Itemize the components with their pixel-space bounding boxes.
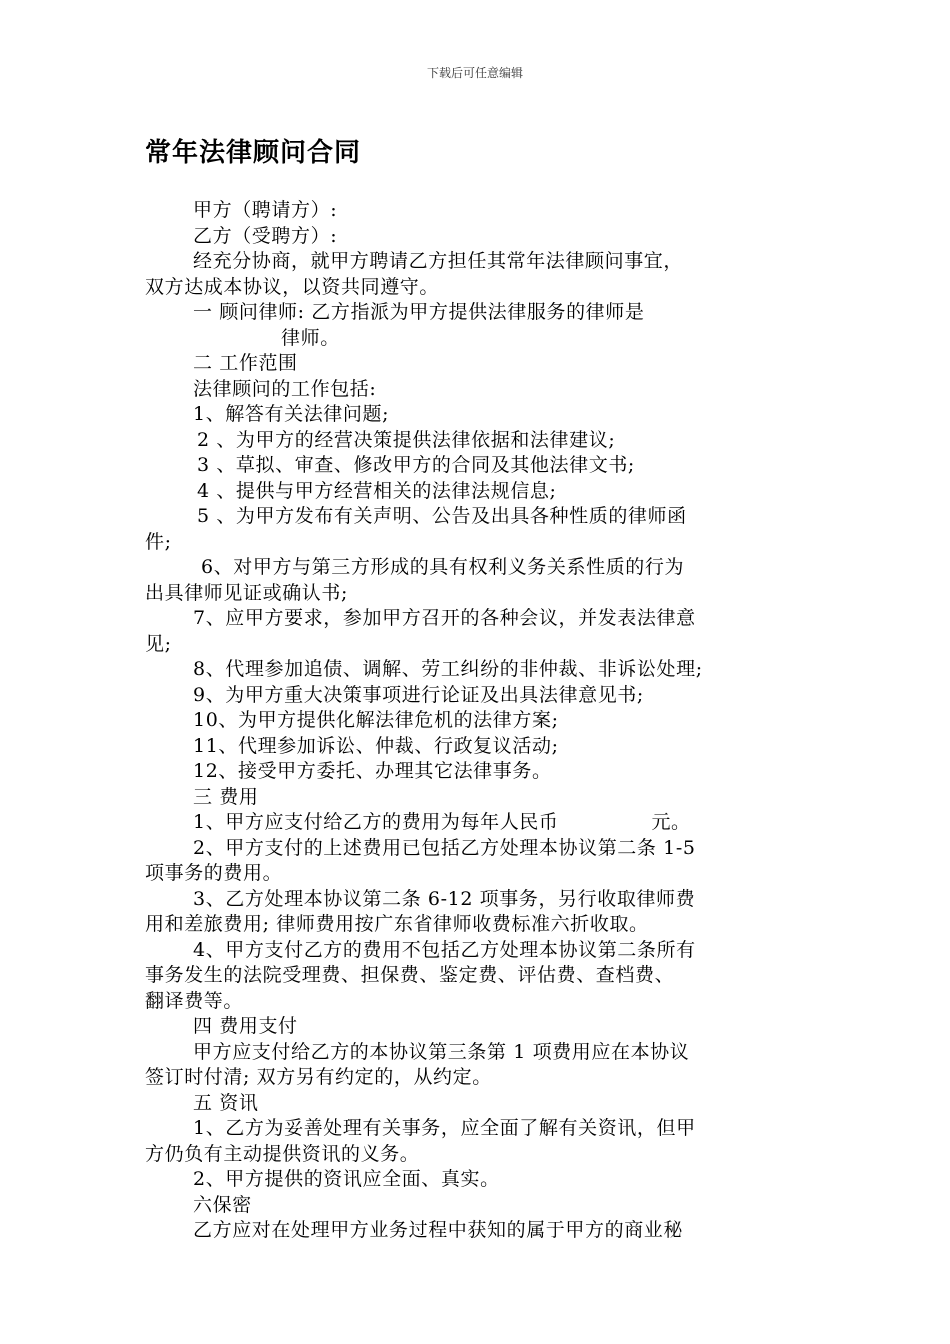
section-2-item-6-cont: 出具律师见证或确认书; xyxy=(145,581,349,604)
section-2-heading: 二 工作范围 xyxy=(193,352,298,374)
section-6-text: 乙方应对在处理甲方业务过程中获知的属于甲方的商业秘 xyxy=(193,1219,684,1241)
section-5-item-1-cont: 方仍负有主动提供资讯的义务。 xyxy=(145,1142,420,1165)
section-3-item-4-cont-1: 事务发生的法院受理费、担保费、鉴定费、评估费、查档费、 xyxy=(145,964,675,986)
section-5-heading: 五 资讯 xyxy=(193,1091,259,1114)
party-a-line: 甲方（聘请方）: xyxy=(193,199,338,221)
section-2-intro: 法律顾问的工作包括: xyxy=(193,377,377,400)
section-2-item-4: 4 、提供与甲方经营相关的法律法规信息; xyxy=(197,479,557,502)
section-2-item-8: 8、代理参加追债、调解、劳工纠纷的非仲裁、非诉讼处理; xyxy=(193,658,703,680)
section-3-heading: 三 费用 xyxy=(193,785,259,808)
preamble-line-1: 经充分协商，就甲方聘请乙方担任其常年法律顾问事宜， xyxy=(193,250,684,272)
section-4-heading: 四 费用支付 xyxy=(193,1015,298,1037)
section-2-item-5: 5 、为甲方发布有关声明、公告及出具各种性质的律师函 xyxy=(197,505,687,527)
section-2-item-9: 9、为甲方重大决策事项进行论证及出具法律意见书; xyxy=(193,683,644,706)
section-2-item-10: 10、为甲方提供化解法律危机的法律方案; xyxy=(193,709,559,731)
section-3-item-3: 3、乙方处理本协议第二条 6-12 项事务，另行收取律师费 xyxy=(193,887,696,910)
page-header-note: 下载后可任意编辑 xyxy=(426,66,523,80)
section-2-item-6: 6、对甲方与第三方形成的具有权利义务关系性质的行为 xyxy=(201,556,685,578)
section-5-item-1: 1、乙方为妥善处理有关事务，应全面了解有关资讯，但甲 xyxy=(193,1117,696,1139)
section-4-text: 甲方应支付给乙方的本协议第三条第 1 项费用应在本协议 xyxy=(193,1040,690,1063)
section-3-item-4-cont-2: 翻译费等。 xyxy=(145,989,244,1012)
section-6-heading: 六保密 xyxy=(193,1193,252,1216)
party-b-line: 乙方（受聘方）: xyxy=(193,224,338,247)
section-2-item-1: 1、解答有关法律问题; xyxy=(193,403,390,425)
contract-body xyxy=(145,198,810,1244)
section-2-item-7-cont: 见; xyxy=(145,632,172,655)
section-3-item-1: 1、甲方应支付给乙方的费用为每年人民币 元。 xyxy=(193,811,691,833)
section-3-item-3-cont: 用和差旅费用; 律师费用按广东省律师收费标准六折收取。 xyxy=(145,913,649,935)
section-3-item-2: 2、甲方支付的上述费用已包括乙方处理本协议第二条 1-5 xyxy=(193,836,696,859)
section-1-continuation: 律师。 xyxy=(281,326,340,349)
section-2-item-12: 12、接受甲方委托、办理其它法律事务。 xyxy=(193,760,552,782)
section-5-item-2: 2、甲方提供的资讯应全面、真实。 xyxy=(193,1168,500,1190)
section-3-item-2-cont: 项事务的费用。 xyxy=(145,862,283,884)
preamble-line-2: 双方达成本协议，以资共同遵守。 xyxy=(145,275,440,298)
section-3-item-4: 4、甲方支付乙方的费用不包括乙方处理本协议第二条所有 xyxy=(193,938,696,961)
section-2-item-3: 3 、草拟、审查、修改甲方的合同及其他法律文书; xyxy=(197,454,635,476)
document-title: 常年法律顾问合同 xyxy=(145,138,362,168)
section-2-item-7: 7、应甲方要求，参加甲方召开的各种会议，并发表法律意 xyxy=(193,607,696,629)
section-2-item-2: 2 、为甲方的经营决策提供法律依据和法律建议; xyxy=(197,428,616,451)
section-2-item-11: 11、代理参加诉讼、仲裁、行政复议活动; xyxy=(193,734,559,757)
section-2-item-5-cont: 件; xyxy=(145,530,172,553)
section-4-text-cont: 签订时付清; 双方另有约定的，从约定。 xyxy=(145,1066,492,1088)
section-1-heading: 一 顾问律师: 乙方指派为甲方提供法律服务的律师是 xyxy=(193,301,645,323)
